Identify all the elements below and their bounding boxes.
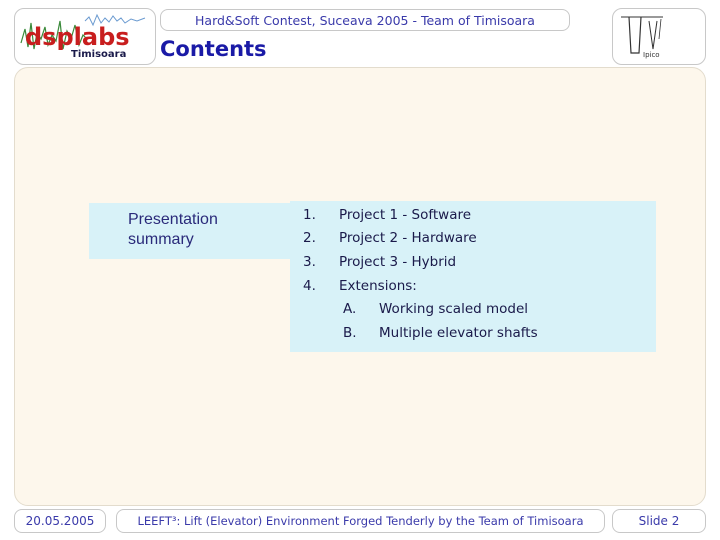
ipico-logo	[612, 8, 706, 65]
agenda-item-number: 1.	[303, 207, 316, 223]
agenda-item-label: Project 2 - Hardware	[339, 230, 477, 246]
summary-label	[128, 210, 218, 250]
logo-left-subtext: Timisoara	[71, 49, 127, 60]
footer-caption	[116, 509, 605, 533]
dsplabs-logo-graphic	[15, 9, 155, 64]
agenda-subitem-number: A.	[343, 301, 357, 317]
agenda-item-3	[303, 254, 457, 270]
dsplabs-logo	[14, 8, 156, 65]
header-banner	[160, 9, 570, 31]
summary-label-line1: Presentation	[128, 211, 218, 228]
agenda-subitem-a	[343, 301, 529, 317]
logo-right-text: Ipico	[643, 51, 660, 59]
agenda-item-4	[303, 278, 417, 294]
agenda-item-number: 4.	[303, 278, 316, 294]
footer-date	[14, 509, 106, 533]
summary-label-line2: summary	[128, 231, 194, 248]
header-text: Hard&Soft Contest, Suceava 2005 - Team of Timisoara	[195, 13, 535, 28]
logo-left-wordmark: dsplabs	[25, 23, 130, 51]
agenda-subitem-label: Working scaled model	[379, 301, 529, 317]
agenda-subitem-label: Multiple elevator shafts	[379, 325, 538, 341]
page-title: Contents	[160, 37, 267, 61]
agenda-item-label: Extensions:	[339, 278, 417, 294]
agenda-item-2	[303, 230, 477, 246]
agenda-item-1	[303, 207, 472, 223]
agenda-item-number: 2.	[303, 230, 316, 246]
footer-slide-number	[612, 509, 706, 533]
footer-date-text: 20.05.2005	[25, 514, 95, 528]
agenda-subitem-number: B.	[343, 325, 357, 341]
agenda-item-number: 3.	[303, 254, 316, 270]
agenda-item-label: Project 1 - Software	[339, 207, 472, 223]
ipico-logo-graphic	[613, 9, 705, 64]
footer-caption-text: LEEFT³: Lift (Elevator) Environment Forged Tenderly by the Team of Timisoara	[137, 514, 584, 528]
footer-slide-text: Slide 2	[638, 514, 680, 528]
agenda-subitem-b	[343, 325, 538, 341]
agenda-item-label: Project 3 - Hybrid	[339, 254, 457, 270]
